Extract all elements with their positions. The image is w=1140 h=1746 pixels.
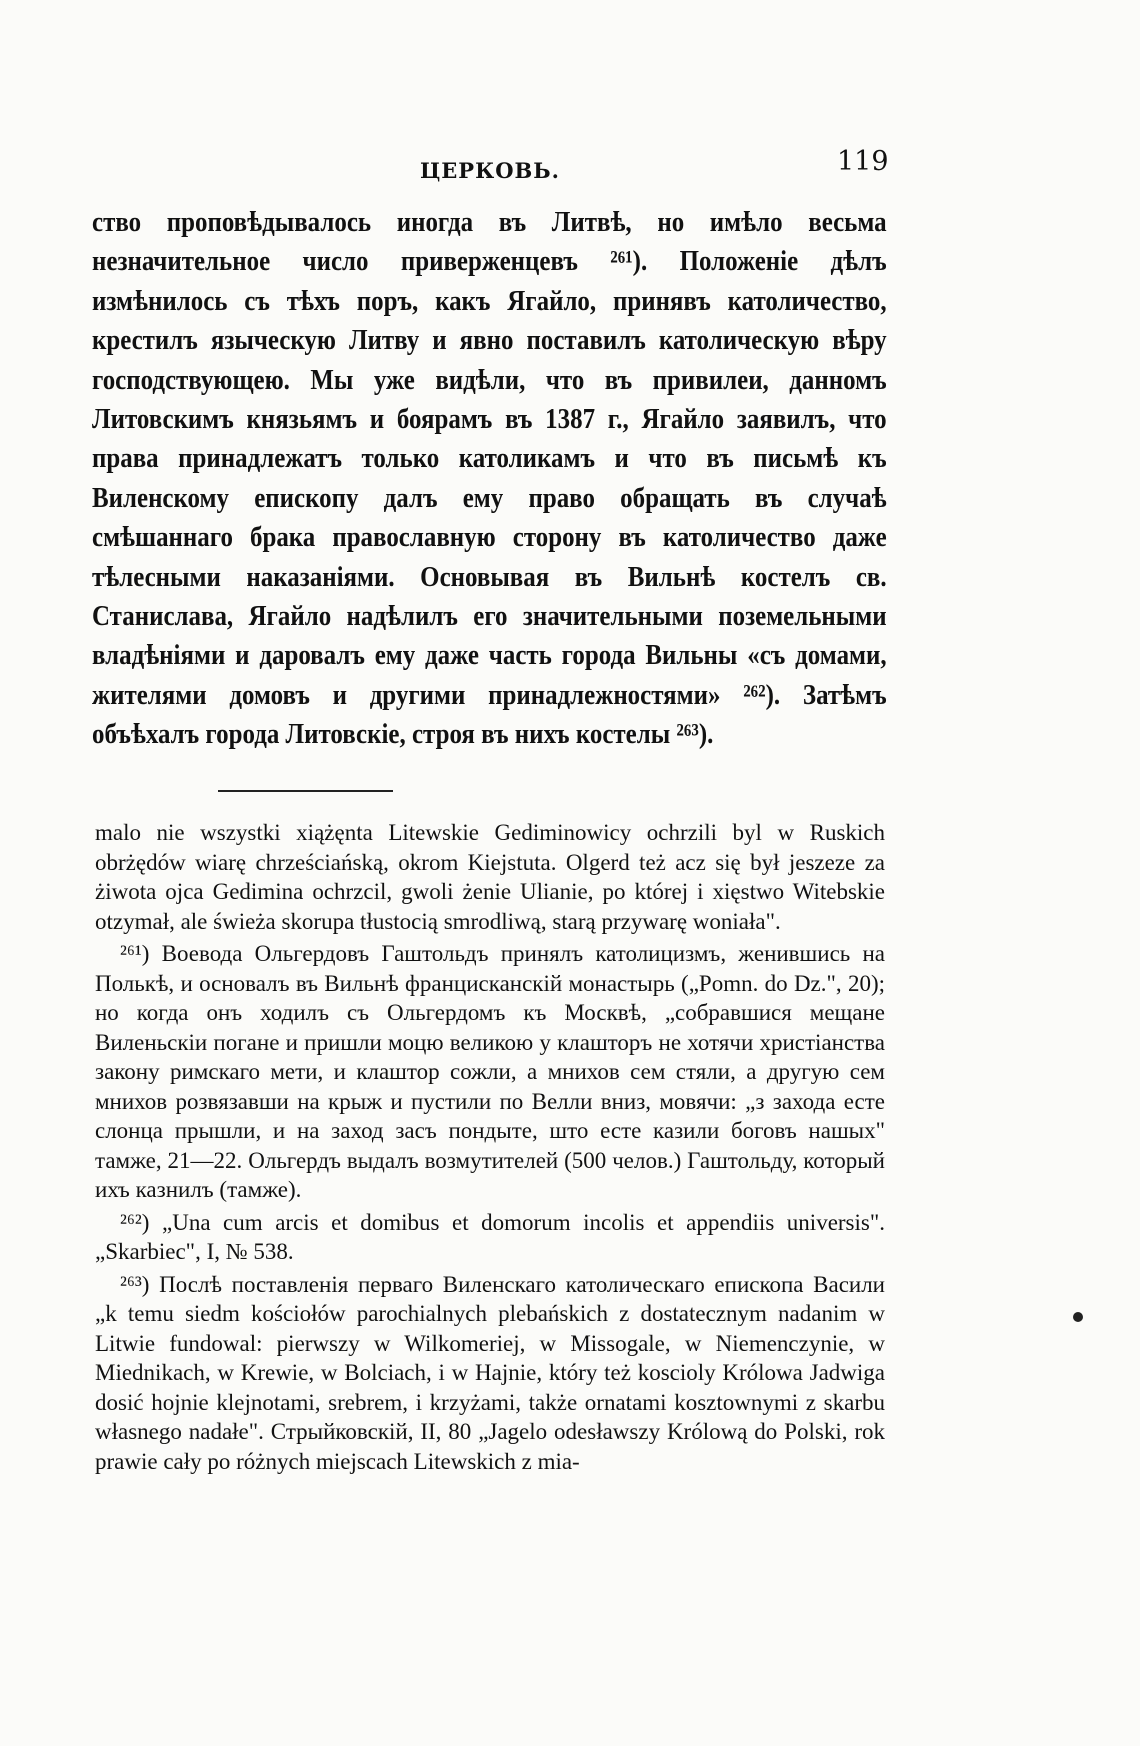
footnote-263: ²⁶³) Послѣ поставленія перваго Виленскаго католическаго епископа Васили „k temu siedm kościołów parochialnych plebańskich z dostatecznym nadanim w Litwie fundowal: pierwszy w Wilkomeriej, w Missogale, w Niemenczynie, w Miednikach, w Krewie, w Bolciach, i w Hajnie, który też koscioly Królowa Jadwiga dosić hojnie klejnotami, srebrem, i krzyżami, także ornatami kosztownymi z skarbu własnego nadałe". Стрыйковскій, II, 80 „Jagelo odesławszy Królową do Polski, rok prawie cały po różnych miejscach Litewskich z miа- (95, 1271, 885, 1474)
page-number: 119 (837, 146, 889, 177)
main-paragraph: ство проповѣдывалось иногда въ Литвѣ, но имѣло весьма незначительное число приверженцевъ ²⁶¹). Положеніе дѣлъ измѣнилось съ тѣхъ поръ, какъ Ягайло, принявъ католичество, крестилъ языческую Литву и явно поставилъ католическую вѣру господствующею. Мы уже видѣли, что въ привилеи, данномъ Литовскимъ князьямъ и боярамъ въ 1387 г., Ягайло заявилъ, что права принадлежатъ только католикамъ и что въ письмѣ къ Виленскому епископу далъ ему право обращать въ случаѣ смѣшаннаго брака православную сторону въ католичество даже тѣлесными наказаніями. Основывая въ Вильнѣ костелъ св. Станислава, Ягайло надѣлилъ его значительными поземельными владѣніями и даровалъ ему даже часть города Вильны «съ домами, жителями домовъ и другими принадлежностями» ²⁶²). Затѣмъ объѣхалъ города Литовскіе, строя въ нихъ костелы ²⁶³). (92, 206, 887, 751)
footnote-rule (218, 790, 393, 792)
footnote-262: ²⁶²) „Una cum arcis et domibus et domorum incolis et appendiis universis". „Skarbiec", I, № 538. (95, 1209, 885, 1264)
running-head: ЦЕРКОВЬ. (420, 158, 560, 183)
footnotes (95, 818, 885, 1479)
footnote-261: ²⁶¹) Воевода Ольгердовъ Гаштольдъ принялъ католицизмъ, женившись на Полькѣ, и основалъ въ Вильнѣ францисканскій монастырь („Pomn. do Dz.", 20); но когда онъ ходилъ съ Ольгердомъ къ Москвѣ, „собравшися мещане Виленьскіи погане и пришли моцю великою у клашторъ не хотячи христіанства закону римскаго мети, и клаштор сожли, а мнихов сем стяли, а другую сем мнихов розвязавши на крыж и пустили по Велли вниз, мовячи: „з захода есте слонца прышли, и на заход засъ пондыте, што есте казили боговъ нашых" тамже, 21—22. Ольгердъ выдалъ возмутителей (500 челов.) Гаштольду, который ихъ казнилъ (тамже). (95, 941, 885, 1202)
ink-speck (1073, 1312, 1083, 1322)
footnote-continuation: malo nie wszystki xiążęnta Litewskie Gediminowicy ochrzili byl w Ruskich obrżędów wiarę chrześciańską, okrom Kiejstuta. Olgerd też acz się był jeszeze za żiwota ojca Gedimina ochrzcil, gwoli żenie Ulianie, po której i xięstwo Witebskie otzymał, ale świeża skorupa tłustocią smrodliwą, starą przywarę woniała". (95, 820, 885, 934)
